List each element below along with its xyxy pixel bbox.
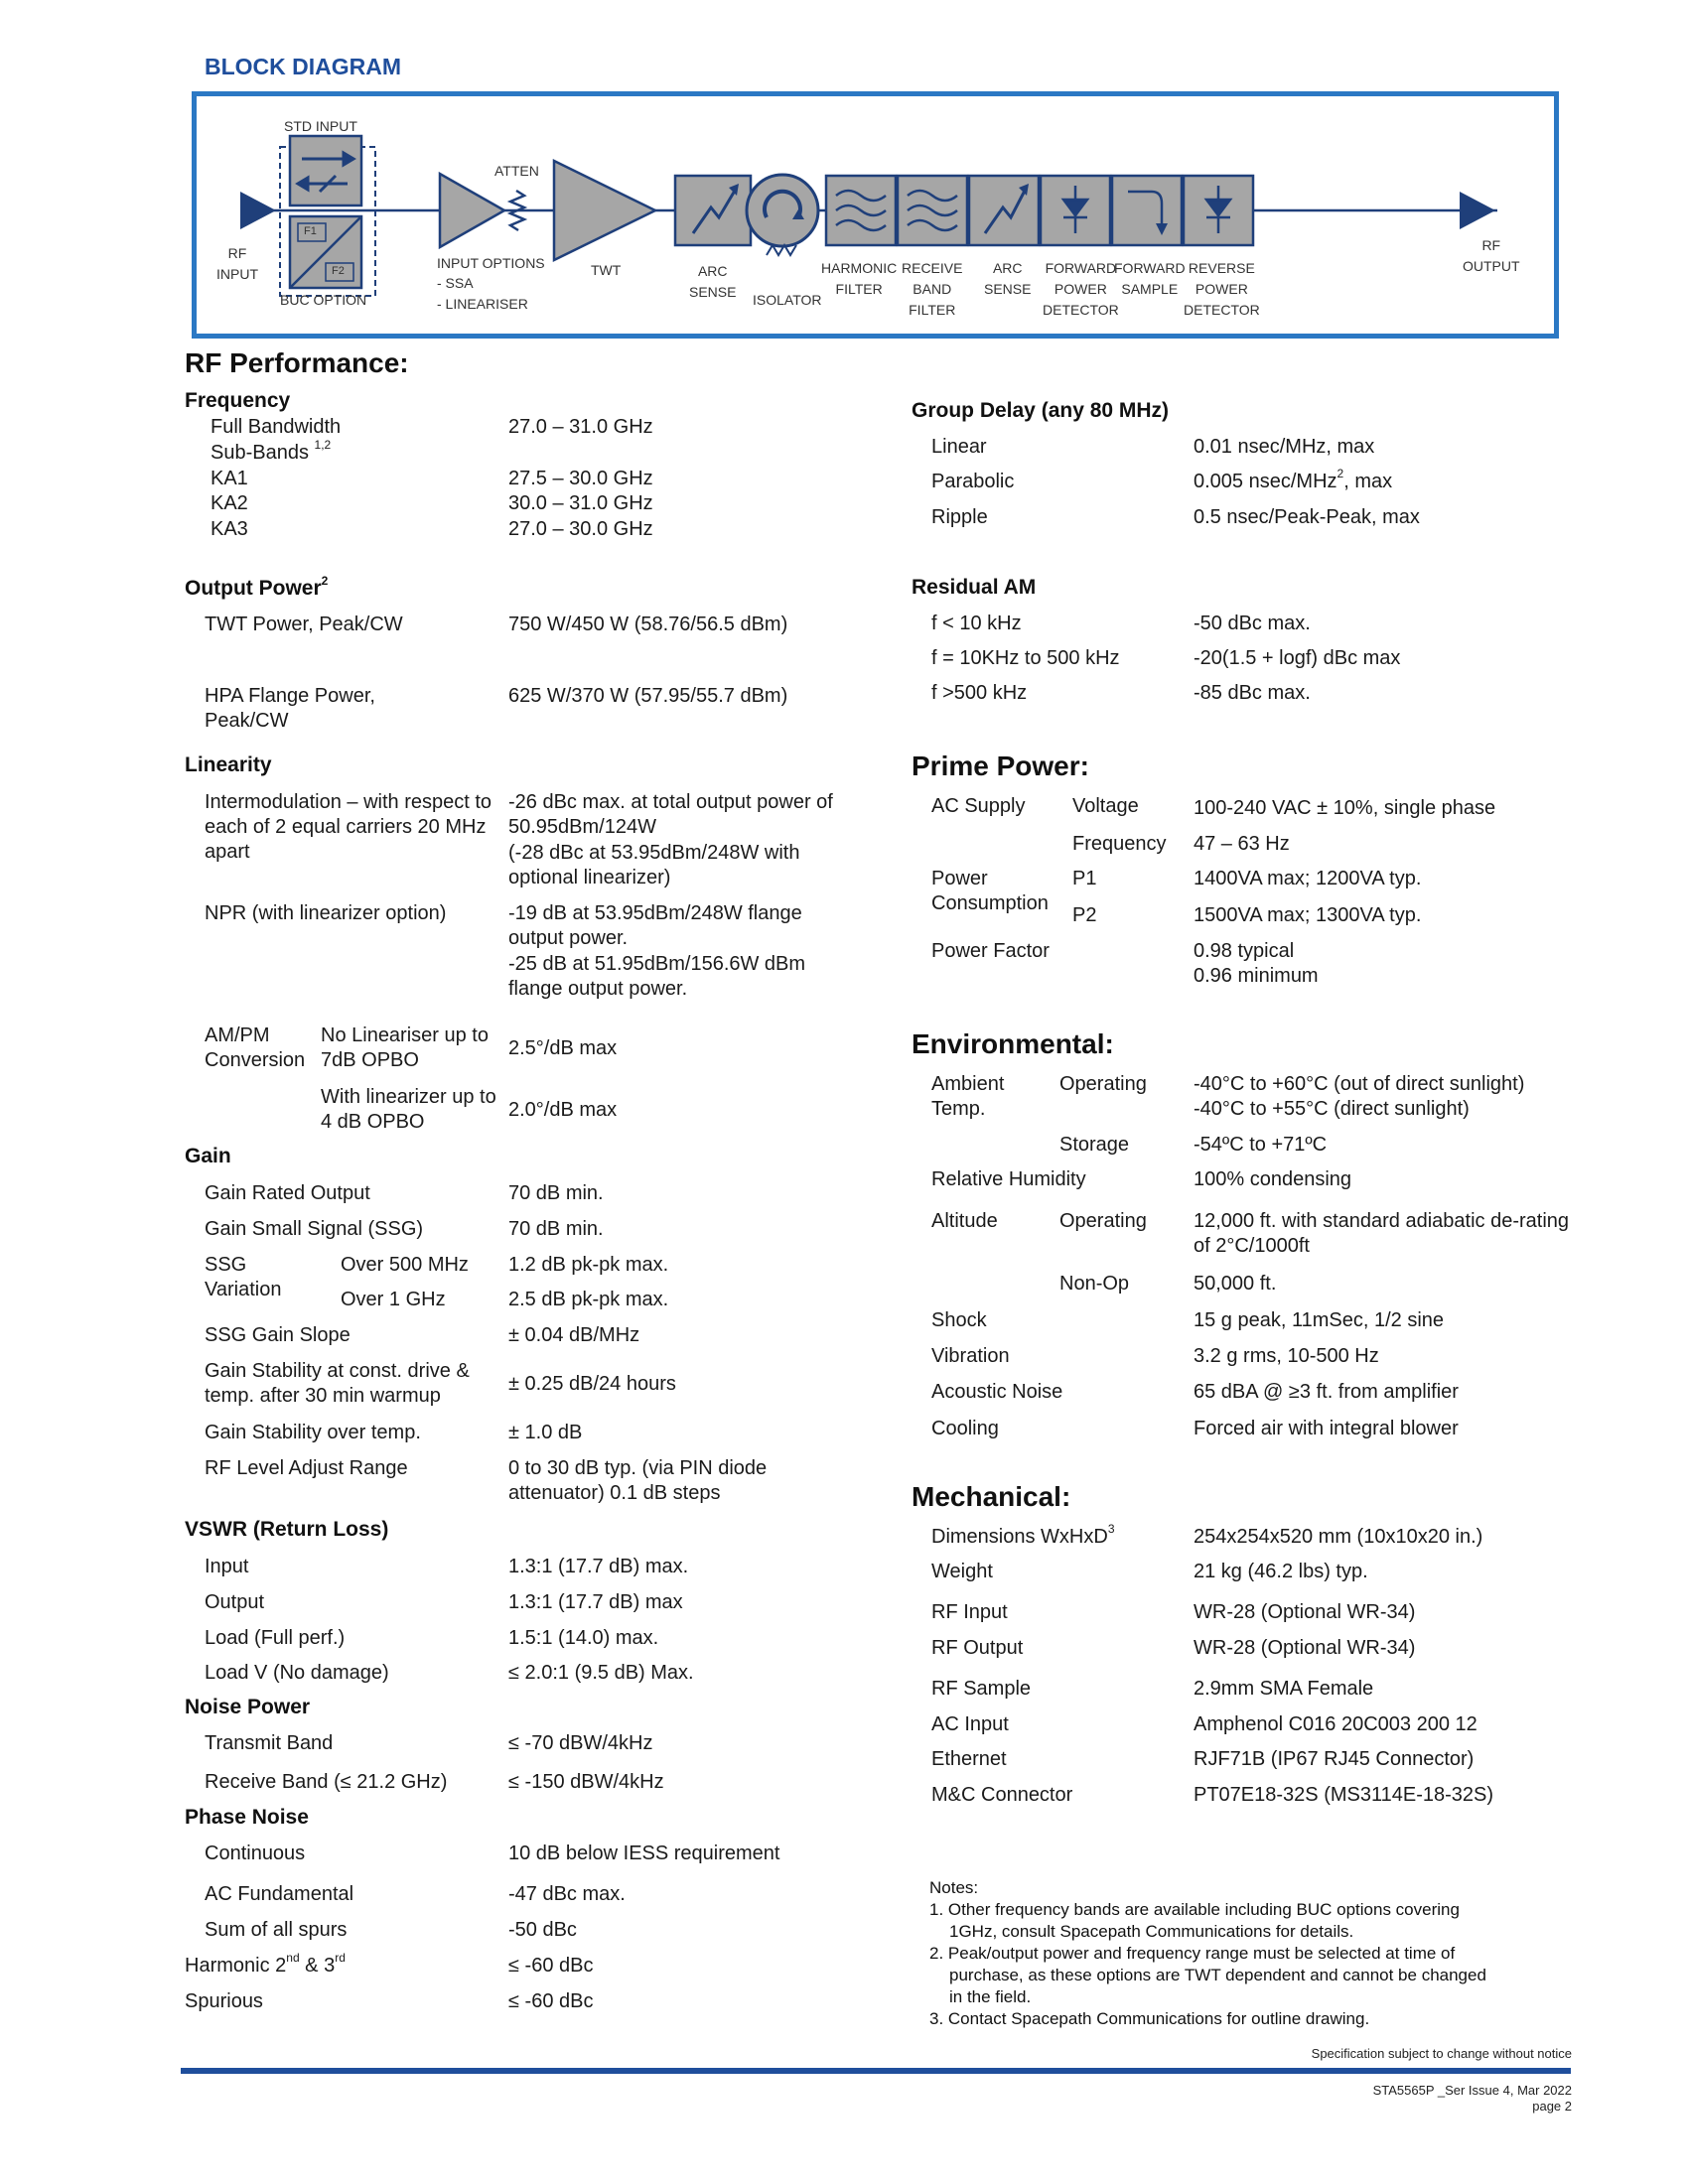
no-lineariser-label: No Lineariser up to 7dB OPBO <box>321 1024 489 1071</box>
buc-option-label: BUC OPTION <box>280 292 367 308</box>
npr-value: -19 dB at 53.95dBm/248W flange output power. <box>508 902 802 949</box>
power-factor-value: 0.98 typical <box>1194 940 1295 962</box>
p2-value: 1500VA max; 1300VA typ. <box>1194 904 1422 926</box>
non-op-value: 50,000 ft. <box>1194 1273 1277 1295</box>
cooling-value: Forced air with integral blower <box>1194 1418 1459 1439</box>
npr-label: NPR (with linearizer option) <box>205 902 447 924</box>
relative-humidity-label: Relative Humidity <box>931 1168 1086 1190</box>
vswr-load-value: 1.5:1 (14.0) max. <box>508 1627 659 1649</box>
ssg-variation-label: SSG Variation <box>205 1254 282 1300</box>
weight-value: 21 kg (46.2 lbs) typ. <box>1194 1561 1368 1582</box>
ethernet-label: Ethernet <box>931 1748 1007 1770</box>
gain-rated-output-value: 70 dB min. <box>508 1182 604 1204</box>
gain-stability-value: ± 0.25 dB/24 hours <box>508 1373 676 1395</box>
ka2-label: KA2 <box>211 492 248 514</box>
shock-label: Shock <box>931 1309 987 1331</box>
gain-stability-temp-value: ± 1.0 dB <box>508 1422 583 1443</box>
rf-output-conn-value: WR-28 (Optional WR-34) <box>1194 1637 1416 1659</box>
ka1-label: KA1 <box>211 468 248 489</box>
receive-band-filter-label: RECEIVE BAND FILTER <box>902 260 963 318</box>
voltage-label: Voltage <box>1072 795 1139 817</box>
rf-sample-label: RF Sample <box>931 1678 1032 1700</box>
transmit-band-label: Transmit Band <box>205 1732 334 1754</box>
sum-of-spurs-value: -50 dBc <box>508 1919 577 1941</box>
twt-label: TWT <box>591 262 622 278</box>
rf-input-arrow-icon <box>240 192 276 229</box>
note-1-cont: 1GHz, consult Spacepath Communications for details. <box>949 1922 1354 1941</box>
with-linearizer-label: With linearizer up to 4 dB OPBO <box>321 1086 496 1133</box>
storage-label: Storage <box>1059 1134 1130 1156</box>
ram-r2-value: -20(1.5 + logf) dBc max <box>1194 647 1401 669</box>
power-consumption-label: Power Consumption <box>931 868 1049 914</box>
acoustic-noise-label: Acoustic Noise <box>931 1381 1063 1403</box>
input-options-amplifier-icon <box>440 174 504 247</box>
with-linearizer-value: 2.0°/dB max <box>508 1099 618 1121</box>
environmental-title: Environmental: <box>912 1028 1114 1059</box>
receive-band-value: ≤ -150 dBW/4kHz <box>508 1771 664 1793</box>
rf-input-conn-label: RF Input <box>931 1601 1008 1623</box>
harmonic-label: Harmonic 2nd & 3rd <box>185 1951 346 1977</box>
frequency-value: 47 – 63 Hz <box>1194 833 1290 855</box>
altitude-operating-label: Operating <box>1059 1210 1147 1232</box>
noise-power-heading: Noise Power <box>185 1696 311 1718</box>
p1-label: P1 <box>1072 868 1097 889</box>
dimensions-label: Dimensions WxHxD$^3$ <box>931 1522 1115 1548</box>
frequency-label: Frequency <box>1072 833 1167 855</box>
f2-label: F2 <box>332 265 345 277</box>
frequency-heading: Frequency <box>185 389 291 412</box>
block-diagram-title: BLOCK DIAGRAM <box>205 54 402 79</box>
gain-small-signal-label: Gain Small Signal (SSG) <box>205 1218 424 1240</box>
vswr-input-value: 1.3:1 (17.7 dB) max. <box>508 1556 689 1577</box>
npr-value-2: -25 dB at 51.95dBm/156.6W dBm flange output power. <box>508 953 806 1000</box>
hpa-flange-value: 625 W/370 W (57.95/55.7 dBm) <box>508 685 788 707</box>
gain-stability-temp-label: Gain Stability over temp. <box>205 1422 421 1443</box>
spurious-label: Spurious <box>185 1990 263 2012</box>
ka3-label: KA3 <box>211 518 248 540</box>
receive-band-label: Receive Band (≤ 21.2 GHz) <box>205 1771 448 1793</box>
vswr-load-v-value: ≤ 2.0:1 (9.5 dB) Max. <box>508 1662 694 1684</box>
harmonic-filter-label: HARMONIC FILTER <box>821 260 898 297</box>
ac-input-value: Amphenol C016 20C003 200 12 <box>1194 1713 1477 1735</box>
intermodulation-value-linearizer: (-28 dBc at 53.95dBm/248W with optional linearizer) <box>508 842 800 888</box>
vswr-input-label: Input <box>205 1556 249 1577</box>
intermodulation-label: Intermodulation – with respect to each of 2 equal carriers 20 MHz apart <box>205 791 492 863</box>
prime-power-title: Prime Power: <box>912 751 1089 781</box>
rf-output-arrow-icon <box>1460 192 1495 229</box>
ac-supply-label: AC Supply <box>931 795 1026 817</box>
forward-power-detector-label: FORWARD POWER DETECTOR <box>1043 260 1119 318</box>
dimensions-value: 254x254x520 mm (10x10x20 in.) <box>1194 1526 1483 1548</box>
reverse-power-detector-label: REVERSE POWER DETECTOR <box>1184 260 1260 318</box>
relative-humidity-value: 100% condensing <box>1194 1168 1352 1190</box>
rf-input-conn-value: WR-28 (Optional WR-34) <box>1194 1601 1416 1623</box>
vswr-heading: VSWR (Return Loss) <box>185 1518 389 1541</box>
mc-connector-value: PT07E18-32S (MS3114E-18-32S) <box>1194 1784 1494 1806</box>
rf-output-label: RF OUTPUT <box>1463 237 1520 274</box>
note-2-cont-2: in the field. <box>949 1987 1032 2006</box>
notes-title: Notes: <box>929 1878 979 1897</box>
gd-linear-value: 0.01 nsec/MHz, max <box>1194 436 1375 458</box>
group-delay-heading: Group Delay (any 80 MHz) <box>912 399 1170 422</box>
gain-stability-label: Gain Stability at const. drive & temp. after 30 min warmup <box>205 1360 470 1407</box>
storage-value: -54ºC to +71ºC <box>1194 1134 1328 1156</box>
gd-ripple-value: 0.5 nsec/Peak-Peak, max <box>1194 506 1420 528</box>
voltage-value: 100-240 VAC ± 10%, single phase <box>1194 797 1496 819</box>
rf-level-adjust-value: 0 to 30 dB typ. (via PIN diode attenuator) 0.1 dB steps <box>508 1457 768 1504</box>
twt-power-label: TWT Power, Peak/CW <box>205 614 403 635</box>
rf-sample-value: 2.9mm SMA Female <box>1194 1678 1374 1700</box>
document-id: STA5565P _Ser Issue 4, Mar 2022 <box>1372 2083 1572 2098</box>
rf-output-conn-label: RF Output <box>931 1637 1024 1659</box>
page-number: page 2 <box>1532 2099 1572 2114</box>
ambient-operating-value: -40°C to +60°C (out of direct sunlight) <box>1194 1073 1525 1095</box>
vswr-load-v-label: Load V (No damage) <box>205 1662 389 1684</box>
twt-amplifier-icon <box>554 161 655 260</box>
phase-noise-heading: Phase Noise <box>185 1806 309 1829</box>
over-500mhz-value: 1.2 dB pk-pk max. <box>508 1254 669 1276</box>
over-1ghz-label: Over 1 GHz <box>341 1289 446 1310</box>
forward-sample-icon <box>1112 176 1182 245</box>
rf-input-label: RF INPUT <box>216 245 258 282</box>
ambient-operating-sunlight-value: -40°C to +55°C (direct sunlight) <box>1194 1098 1470 1120</box>
isolator-label: ISOLATOR <box>753 292 822 308</box>
ambient-temp-label: Ambient Temp. <box>931 1073 1005 1120</box>
note-2: 2. Peak/output power and frequency range must be selected at time of <box>929 1944 1456 1963</box>
harmonic-value: ≤ -60 dBc <box>508 1955 594 1977</box>
ac-fundamental-label: AC Fundamental <box>205 1883 354 1905</box>
ram-r1-label: f < 10 kHz <box>931 613 1022 634</box>
vswr-load-label: Load (Full perf.) <box>205 1627 346 1649</box>
acoustic-noise-value: 65 dBA @ ≥3 ft. from amplifier <box>1194 1381 1459 1403</box>
gd-parabolic-label: Parabolic <box>931 471 1015 492</box>
altitude-label: Altitude <box>931 1210 998 1232</box>
residual-am-heading: Residual AM <box>912 576 1037 599</box>
ram-r3-value: -85 dBc max. <box>1194 682 1311 704</box>
forward-sample-label: FORWARD SAMPLE <box>1114 260 1186 297</box>
power-factor-label: Power Factor <box>931 940 1050 962</box>
p2-label: P2 <box>1072 904 1097 926</box>
ram-r2-label: f = 10KHz to 500 kHz <box>931 647 1120 669</box>
ssg-gain-slope-value: ± 0.04 dB/MHz <box>508 1324 640 1346</box>
power-factor-min-value: 0.96 minimum <box>1194 965 1319 987</box>
hpa-flange-label: HPA Flange Power, Peak/CW <box>205 685 375 732</box>
ambient-operating-label: Operating <box>1059 1073 1147 1095</box>
over-500mhz-label: Over 500 MHz <box>341 1254 469 1276</box>
arc-sense-2-label: ARC SENSE <box>984 260 1032 297</box>
ethernet-value: RJF71B (IP67 RJ45 Connector) <box>1194 1748 1475 1770</box>
full-bandwidth-label: Full Bandwidth <box>211 416 342 438</box>
ram-r1-value: -50 dBc max. <box>1194 613 1311 634</box>
ssg-gain-slope-label: SSG Gain Slope <box>205 1324 351 1346</box>
block-diagram-frame <box>192 91 1559 339</box>
gain-small-signal-value: 70 dB min. <box>508 1218 604 1240</box>
sum-of-spurs-label: Sum of all spurs <box>205 1919 348 1941</box>
gain-rated-output-label: Gain Rated Output <box>205 1182 370 1204</box>
sub-bands-label: Sub-Bands $^{1,2}$ <box>211 438 332 464</box>
over-1ghz-value: 2.5 dB pk-pk max. <box>508 1289 669 1310</box>
mechanical-title: Mechanical: <box>912 1481 1071 1512</box>
cooling-label: Cooling <box>931 1418 999 1439</box>
input-options-label: INPUT OPTIONS - SSA - LINEARISER <box>437 255 545 312</box>
vibration-value: 3.2 g rms, 10-500 Hz <box>1194 1345 1379 1367</box>
spurious-value: ≤ -60 dBc <box>508 1990 594 2012</box>
std-input-label: STD INPUT <box>284 118 357 134</box>
vswr-output-label: Output <box>205 1591 265 1613</box>
isolator-icon <box>747 175 818 246</box>
gain-heading: Gain <box>185 1145 231 1167</box>
ampm-label: AM/PM Conversion <box>205 1024 306 1071</box>
intermodulation-value: -26 dBc max. at total output power of 50.95dBm/124W <box>508 791 833 838</box>
twt-power-value: 750 W/450 W (58.76/56.5 dBm) <box>508 614 788 635</box>
rf-performance-title: RF Performance: <box>185 347 409 378</box>
altitude-operating-value: 12,000 ft. with standard adiabatic de-rating of 2°C/1000ft <box>1194 1210 1570 1257</box>
f1-label: F1 <box>304 225 317 237</box>
continuous-value: 10 dB below IESS requirement <box>508 1843 780 1864</box>
non-op-label: Non-Op <box>1059 1273 1130 1295</box>
transmit-band-value: ≤ -70 dBW/4kHz <box>508 1732 653 1754</box>
weight-label: Weight <box>931 1561 993 1582</box>
note-3: 3. Contact Spacepath Communications for outline drawing. <box>929 2009 1370 2028</box>
shock-value: 15 g peak, 11mSec, 1/2 sine <box>1194 1309 1445 1331</box>
vibration-label: Vibration <box>931 1345 1010 1367</box>
ka3-value: 27.0 – 30.0 GHz <box>508 518 653 540</box>
rf-level-adjust-label: RF Level Adjust Range <box>205 1457 408 1479</box>
ac-fundamental-value: -47 dBc max. <box>508 1883 626 1905</box>
p1-value: 1400VA max; 1200VA typ. <box>1194 868 1422 889</box>
ka2-value: 30.0 – 31.0 GHz <box>508 492 653 514</box>
gd-ripple-label: Ripple <box>931 506 988 528</box>
note-2-cont: purchase, as these options are TWT dependent and cannot be changed <box>949 1966 1486 1984</box>
arc-sense-1-label: ARC SENSE <box>689 263 737 300</box>
note-1: 1. Other frequency bands are available including BUC options covering <box>929 1900 1460 1919</box>
ram-r3-label: f >500 kHz <box>931 682 1028 704</box>
full-bandwidth-value: 27.0 – 31.0 GHz <box>508 416 653 438</box>
ka1-value: 27.5 – 30.0 GHz <box>508 468 653 489</box>
no-lineariser-value: 2.5°/dB max <box>508 1037 618 1059</box>
atten-label: ATTEN <box>494 163 539 179</box>
spec-disclaimer: Specification subject to change without notice <box>1311 2046 1572 2061</box>
footer-rule <box>181 2068 1571 2074</box>
output-power-heading: Output Power$^2$ <box>185 574 329 600</box>
gd-linear-label: Linear <box>931 436 987 458</box>
mc-connector-label: M&C Connector <box>931 1784 1073 1806</box>
gd-parabolic-value: 0.005 nsec/MHz$^2$, max <box>1194 467 1393 492</box>
ac-input-label: AC Input <box>931 1713 1009 1735</box>
linearity-heading: Linearity <box>185 753 272 776</box>
continuous-label: Continuous <box>205 1843 306 1864</box>
vswr-output-value: 1.3:1 (17.7 dB) max <box>508 1591 683 1613</box>
std-input-switch-icon <box>290 136 361 205</box>
